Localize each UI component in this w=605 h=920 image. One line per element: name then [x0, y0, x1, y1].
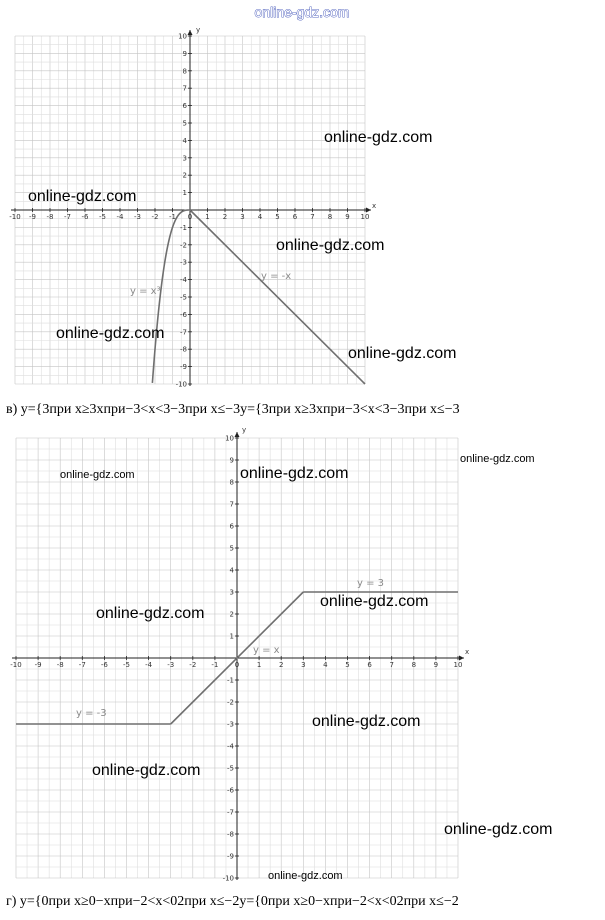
x-tick-label: -5	[123, 661, 130, 669]
x-tick-label: 10	[360, 213, 370, 221]
x-tick-label: -7	[64, 213, 71, 221]
x-tick-label: -2	[189, 661, 197, 669]
x-tick-label: 0	[234, 661, 240, 669]
x-axis-arrow	[366, 208, 371, 213]
caption-2: г) y={0при x≥0−xпри−2<x<02при x≤−2y={0при x≥0−xпри−2<x<02при x≤−2	[6, 894, 459, 909]
x-tick-label: 4	[323, 661, 328, 669]
x-tick-label: -9	[34, 661, 42, 669]
chart-2-watermark: online-gdz.com	[60, 469, 135, 481]
x-tick-label: -1	[169, 213, 176, 221]
x-tick-label: -4	[145, 661, 153, 669]
chart-1-watermark: online-gdz.com	[348, 345, 457, 362]
chart-2	[10, 426, 552, 883]
x-tick-label: 5	[345, 661, 350, 669]
x-tick-label: 5	[275, 213, 280, 221]
y-tick-label: -3	[180, 258, 187, 267]
chart-2-series-label-middle: y = x	[253, 645, 280, 656]
x-tick-label: 6	[367, 661, 372, 669]
y-tick-label: 2	[182, 171, 187, 180]
y-tick-label: -9	[180, 363, 187, 372]
x-tick-label: 0	[187, 213, 193, 221]
x-tick-label: 8	[327, 213, 333, 221]
y-tick-label: -7	[227, 808, 234, 817]
x-axis-arrow	[459, 656, 464, 661]
y-tick-label: 9	[229, 456, 234, 465]
x-tick-label: 9	[345, 213, 350, 221]
y-tick-label: 6	[229, 522, 234, 531]
x-tick-label: -10	[10, 661, 22, 669]
y-tick-label: -3	[227, 720, 234, 729]
x-tick-label: 6	[292, 213, 298, 221]
x-tick-label: 10	[453, 661, 463, 669]
x-tick-label: 3	[301, 661, 306, 669]
y-tick-label: 1	[182, 189, 187, 198]
chart-2-watermark: online-gdz.com	[240, 465, 349, 482]
y-tick-label: -2	[180, 241, 187, 250]
y-tick-label: 4	[182, 136, 187, 145]
chart-1-x-axis-label: x	[372, 202, 377, 210]
chart-2-x-axis-label: x	[465, 648, 470, 656]
x-tick-label: 8	[411, 661, 417, 669]
y-tick-label: 6	[182, 102, 187, 111]
y-tick-label: -8	[180, 345, 187, 354]
x-tick-label: -4	[116, 213, 124, 221]
y-tick-label: 3	[229, 588, 234, 597]
chart-1-watermark: online-gdz.com	[276, 237, 385, 254]
x-tick-label: -10	[9, 213, 21, 221]
x-tick-label: 7	[389, 661, 394, 669]
y-tick-label: -4	[227, 742, 234, 751]
y-tick-label: -10	[175, 380, 187, 389]
x-tick-label: -7	[78, 661, 86, 669]
x-tick-label: 4	[257, 213, 263, 221]
y-tick-label: 10	[178, 32, 187, 41]
x-tick-label: -3	[167, 661, 175, 669]
x-tick-label: -5	[99, 213, 106, 221]
x-tick-label: -8	[46, 213, 54, 221]
y-tick-label: -10	[222, 874, 234, 883]
chart-2-watermark: online-gdz.com	[312, 713, 421, 730]
chart-2-watermark: online-gdz.com	[268, 870, 343, 882]
chart-2-y-axis-label: y	[242, 426, 247, 434]
chart-1-series-label-line: y = -x	[261, 271, 292, 282]
chart-2-series-label-left: y = -3	[76, 708, 107, 719]
chart-1-series-label-cubic: y = x³	[130, 286, 161, 297]
y-tick-label: -6	[180, 310, 187, 319]
x-tick-label: 2	[278, 661, 284, 669]
chart-2-watermark: online-gdz.com	[444, 821, 553, 838]
y-tick-label: -1	[180, 223, 187, 232]
y-tick-label: 7	[182, 84, 187, 93]
chart-1-y-axis-label: y	[196, 26, 201, 34]
y-tick-label: -4	[180, 276, 187, 285]
y-tick-label: 2	[229, 610, 234, 619]
x-tick-label: -3	[134, 213, 141, 221]
y-tick-label: -5	[227, 764, 234, 773]
header-watermark: online-gdz.com	[254, 4, 350, 20]
x-tick-label: -9	[29, 213, 36, 221]
caption-1: в) y={3при x≥3xпри−3<x<3−3при x≤−3y={3при x≥3xпри−3<x<3−3при x≤−3	[6, 402, 460, 417]
y-tick-label: -1	[227, 676, 234, 685]
y-tick-label: 10	[225, 434, 234, 443]
y-tick-label: 5	[182, 119, 187, 128]
chart-2-watermark: online-gdz.com	[92, 762, 201, 779]
chart-2-watermark: online-gdz.com	[320, 593, 429, 610]
chart-1-watermark: online-gdz.com	[324, 129, 433, 146]
x-tick-label: 3	[240, 213, 245, 221]
x-tick-label: -1	[211, 661, 219, 669]
y-tick-label: 5	[229, 544, 234, 553]
chart-1-watermark: online-gdz.com	[56, 325, 165, 342]
x-tick-label: -2	[151, 213, 159, 221]
y-tick-label: -6	[227, 786, 234, 795]
y-axis-arrow	[235, 432, 240, 437]
x-tick-label: 1	[205, 213, 210, 221]
y-tick-label: -7	[180, 328, 187, 337]
chart-2-watermark: online-gdz.com	[96, 605, 205, 622]
y-tick-label: -2	[227, 698, 234, 707]
y-tick-label: 3	[182, 154, 187, 163]
y-tick-label: -9	[227, 852, 234, 861]
y-axis-arrow	[188, 30, 193, 35]
chart-2-series-label-right: y = 3	[357, 578, 385, 589]
chart-2-watermark: online-gdz.com	[460, 453, 535, 465]
x-tick-label: 7	[310, 213, 315, 221]
y-tick-label: 8	[182, 67, 187, 76]
x-tick-label: 9	[433, 661, 439, 669]
x-tick-label: 1	[256, 661, 262, 669]
chart-1	[9, 26, 456, 389]
y-tick-label: 9	[182, 49, 187, 58]
y-tick-label: -5	[180, 293, 187, 302]
chart-1-watermark: online-gdz.com	[28, 188, 137, 205]
x-tick-label: 2	[222, 213, 228, 221]
y-tick-label: 8	[229, 478, 234, 487]
y-tick-label: 4	[229, 566, 234, 575]
x-tick-label: -6	[100, 661, 108, 669]
y-tick-label: 7	[229, 500, 234, 509]
x-tick-label: -6	[81, 213, 89, 221]
x-tick-label: -8	[56, 661, 64, 669]
y-tick-label: 1	[229, 632, 234, 641]
y-tick-label: -8	[227, 830, 234, 839]
